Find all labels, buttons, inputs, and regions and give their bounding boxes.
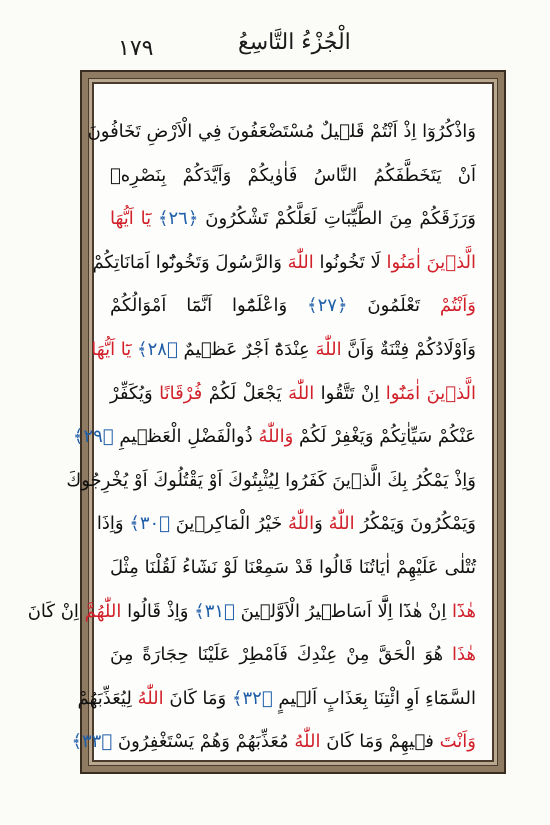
text-segment: هُوَ الْحَقَّ مِنْ عِنْدِكَ فَاَمْطِرْ عَلَيْنَا حِجَارَةً مِنَ — [110, 644, 453, 666]
page-frame — [27, 70, 506, 774]
text-line — [92, 241, 476, 285]
verse-marker: ﴿٢٧﴾ — [287, 295, 348, 317]
text-segment: عِنْدَهُٓ اَجْرٌ عَظ۪يمٌ — [177, 338, 316, 360]
text-line — [110, 372, 476, 416]
highlighted-word: يَٓا اَيُّهَا — [91, 338, 132, 360]
text-line — [110, 197, 476, 241]
verse-marker: ﴿٢٦﴾ — [151, 208, 199, 230]
highlighted-word: اللّٰهَ — [287, 251, 314, 273]
highlighted-word: اللّٰهُ — [288, 513, 315, 535]
frame-border — [27, 78, 498, 766]
highlighted-word: وَاَنْتَ — [439, 731, 476, 753]
text-segment: وَاِذَا — [96, 513, 124, 535]
text-segment: اِنْ تَتَّقُوا — [314, 382, 386, 404]
text-segment: تُتْلٰى عَلَيْهِمْ اٰيَاتُنَا قَالُوا قَدْ سَمِعْنَا لَوْ نَشَٓاءُ لَقُلْنَا مِثْلَ — [110, 556, 476, 578]
highlighted-word: هٰذَا — [452, 644, 476, 666]
highlighted-word: اللّٰهَ — [288, 382, 315, 404]
highlighted-word: يَٓا اَيُّهَا — [110, 208, 152, 230]
highlighted-word: الَّذ۪ينَ اٰمَنُٓوا — [385, 382, 477, 404]
highlighted-word: الَّذ۪ينَ اٰمَنُوا — [386, 251, 476, 273]
text-line — [87, 110, 476, 154]
text-segment: ف۪يهِمْ وَمَا كَانَ — [320, 731, 440, 753]
text-segment: ذُوالْفَضْلِ الْعَظ۪يمِ — [113, 426, 259, 448]
text-segment: وَيُكَفِّرْ — [110, 382, 160, 404]
text-segment: يَجْعَلْ لَكُمْ — [202, 382, 289, 404]
text-segment: وَرَزَقَكُمْ مِنَ الطَّيِّبَاتِ لَعَلَّكُمْ تَشْكُرُونَ — [198, 208, 476, 230]
text-line — [27, 590, 476, 634]
text-line — [71, 720, 476, 764]
verse-marker: ﴿٣٢﴾ — [226, 687, 273, 709]
text-segment: السَّمَٓاءِ اَوِ ائْتِنَا بِعَذَابٍ اَل۪يمٍ — [272, 687, 476, 709]
text-segment: وَاِذْ قَالُوا — [121, 600, 189, 622]
highlighted-word: هٰذَٓا — [452, 600, 476, 622]
text-line — [77, 677, 476, 721]
text-segment: اِنْ هٰذَٓا اِلَّٓا اَسَاط۪يرُ الْاَوَّل۪ينَ — [234, 600, 453, 622]
text-segment: وَاذْكُرُوٓا اِذْ اَنْتُمْ قَل۪يلٌ مُسْتَضْعَفُونَ فِي الْاَرْضِ تَخَافُونَ — [87, 121, 476, 142]
verse-marker: ﴿٣٣﴾ — [71, 731, 113, 753]
highlighted-word: اللّٰهُ — [294, 731, 321, 753]
page-number: ١٧٩ — [118, 36, 154, 61]
text-line — [110, 633, 476, 677]
text-segment: وَاَوْلَادُكُمْ فِتْنَةٌ وَاَنَّ — [341, 338, 476, 360]
text-line — [110, 546, 476, 590]
page-header — [0, 0, 550, 72]
text-line — [66, 459, 476, 503]
text-segment: وَاعْلَمُٓوا اَنَّمَٓا اَمْوَالُكُمْ — [110, 295, 288, 317]
highlighted-word: وَاللّٰهُ — [258, 426, 294, 448]
highlighted-word: اللّٰهَ — [315, 338, 342, 360]
text-segment: وَالرَّسُولَ وَتَخُونُٓوا اَمَانَاتِكُمْ — [92, 251, 288, 273]
text-segment: تَعْلَمُونَ — [347, 295, 440, 317]
text-segment: وَ — [314, 513, 329, 535]
text-line — [96, 502, 476, 546]
verse-marker: ﴿٣٠﴾ — [123, 513, 170, 535]
verse-marker: ﴿٣١﴾ — [188, 600, 235, 622]
text-segment: لَا تَخُونُوا — [313, 251, 387, 273]
verse-marker: ﴿٢٨﴾ — [131, 338, 178, 360]
juz-title: الْجُزْءُ التَّاسِعُ — [238, 30, 351, 55]
text-segment: لِيُعَذِّبَهُمْ — [77, 687, 138, 709]
text-segment: عَنْكُمْ سَيِّاٰتِكُمْ وَيَغْفِرْ لَكُمْ — [293, 426, 476, 448]
text-segment: وَمَا كَانَ — [163, 687, 227, 709]
highlighted-word: اللّٰهُ — [328, 513, 355, 535]
text-segment: وَيَمْكُرُونَ وَيَمْكُرُ — [354, 513, 476, 535]
verse-marker: ﴿٢٩﴾ — [72, 426, 114, 448]
text-line — [91, 328, 476, 372]
highlighted-word: اللّٰهُمَّ — [84, 600, 122, 622]
quran-text — [27, 110, 477, 753]
text-line — [110, 154, 476, 198]
text-segment: وَاِذْ يَمْكُرُ بِكَ الَّذ۪ينَ كَفَرُوا لِيُثْبِتُوكَ اَوْ يَقْتُلُوكَ اَوْ يُخْرِجُوكَ — [66, 469, 476, 491]
highlighted-word: فُرْقَانًا — [159, 382, 203, 404]
text-panel — [27, 82, 494, 762]
text-segment: اِنْ كَانَ — [27, 600, 85, 622]
highlighted-word: اللّٰهُ — [137, 687, 164, 709]
highlighted-word: وَاَنْتُمْ — [439, 295, 476, 317]
text-line — [110, 284, 476, 328]
text-segment: اَنْ يَتَخَطَّفَكُمُ النَّاسُ فَاٰوٰيكُمْ وَاَيَّدَكُمْ بِنَصْرِه۪ — [110, 164, 476, 186]
text-segment: مُعَذِّبَهُمْ وَهُمْ يَسْتَغْفِرُونَ — [112, 731, 295, 753]
text-segment: خَيْرُ الْمَاكِر۪ينَ — [169, 513, 289, 535]
text-line — [72, 415, 476, 459]
